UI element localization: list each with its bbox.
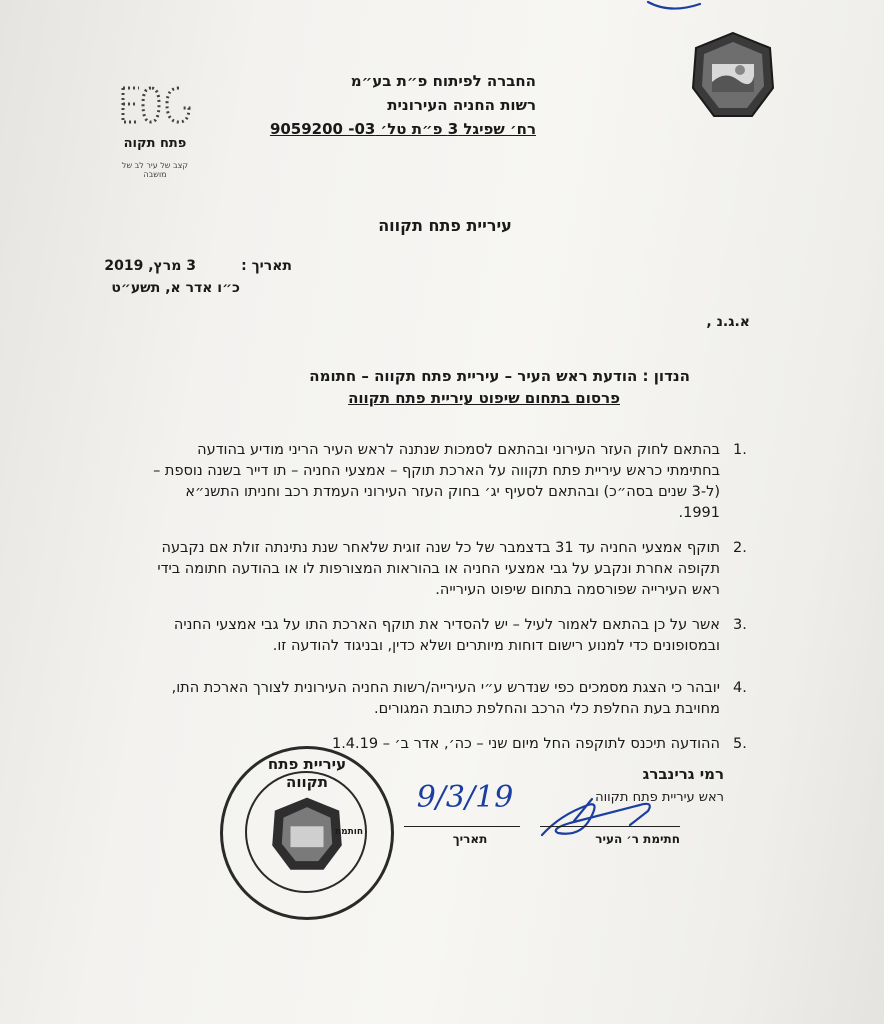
stamp-inner-text: חותמת (334, 827, 364, 837)
handwritten-date: 9/3/19 (416, 780, 514, 815)
paragraph-2: תוקף אמצעי החניה עד 31 בדצמבר של כל שנה זוגית שלאחר שנת נתינתה זולת אם נקבעה תקופה אחרת ונקבע על גבי אמצעי החניה או בהוראות המצורפות לו או בהודעה חתומה בידי ראש העירייה שפורסמה בתחום שיפוט העירייה. (157, 540, 720, 598)
paragraph-number: 5. (733, 736, 747, 752)
municipality-title: עיריית פתח תקווה (378, 216, 512, 235)
date-line (404, 826, 520, 827)
salutation: א.ג.נ , (706, 314, 750, 330)
header-company: החברה לפיתוח פ״ת בע״מ (350, 72, 536, 90)
paragraph-1: בהתאם לחוק העזר העירוני ובהתאם לסמכות שנתנה לראש העיר הריני מודיע בהודעה בחתימתי כראש עיריית פתח תקווה על הארכת תוקף – אמצעי החניה – תו דייר בשנה נוספת – (ל-3 שנים בסה״כ) ובהתאם לסעיף יג׳ בחוק העזר העירוני העמדת רכב וחניתו התשנ״א 1991. (153, 442, 720, 521)
municipality-emblem-icon (690, 30, 776, 122)
paragraph-5: ההודעה תיכנס לתוקפה החל מיום שני – כה׳, אדר ב׳ – 1.4.19 (331, 736, 720, 752)
city-logo-tagline: קצב של עיר לב של מושבה (121, 161, 189, 179)
paragraph-4: יובהר כי הצגת מסמכים כפי שנדרש ע״י העירייה/רשות החניה העירונית לצורך הארכת התו, מחויבת בעת החלפת כלי הרכב והחלפת כתובת המגורים. (171, 680, 720, 717)
date-sign-label: תאריך (452, 832, 488, 846)
signature-line (540, 826, 680, 827)
subject-line: הנדון : הודעת ראש העיר – עיריית פתח תקווה – חתומה (309, 367, 690, 385)
city-logo (110, 82, 200, 179)
official-stamp (220, 746, 394, 920)
signatory-name: רמי גרינברג (642, 765, 724, 783)
paragraph-3: אשר על כן בהתאם לאמור לעיל – יש להסדיר את תוקף הארכת התו על גבי אמצעי החניה ובמסופונים כדי למנוע רישום דוחות מיותרים ושלא כדין, ובניגוד להודעה זו. (173, 617, 720, 654)
paragraph-number: 1. (733, 442, 747, 458)
signature-label: חתימת ר׳ העיר (595, 832, 680, 846)
city-logo-name: פתח תקוה (123, 136, 187, 151)
header-authority: רשות החניה העירונית (387, 96, 536, 114)
paragraph-number: 3. (733, 617, 747, 633)
signatory-title: ראש עיריית פתח תקווה (595, 790, 724, 805)
date-label: תאריך : (241, 258, 292, 274)
paragraph-number: 2. (733, 540, 747, 556)
stamp-ring-text: עיריית פתח תקווה (267, 755, 347, 791)
city-logo-icon (115, 82, 195, 130)
date-hebrew: כ״ו אדר א, תשע״ט (111, 280, 240, 296)
paragraph-number: 4. (733, 680, 747, 696)
pen-mark-icon (640, 0, 720, 14)
date-gregorian: 3 מרץ, 2019 (104, 258, 196, 274)
subject-line-2: פרסום בתחום שיפוט עיריית פתח תקווה (348, 389, 620, 407)
header-address: רח׳ שפיגל 3 פ״ת טל׳ 03- 9059200 (269, 120, 536, 138)
